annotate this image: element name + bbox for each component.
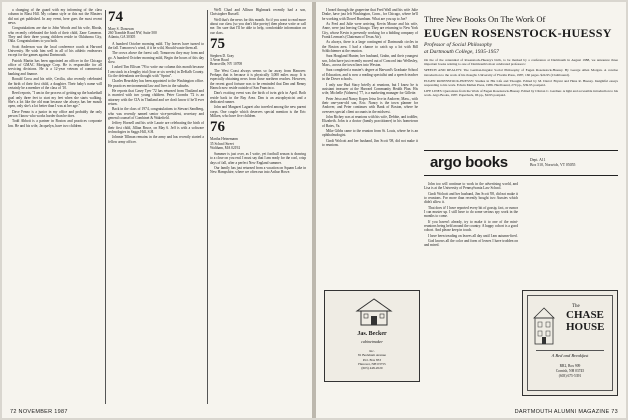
- paragraph: Jeffrey Hornell and his wife Laurie are celebrating the birth of their first child, Jillian Bruce, on May 6. Jeff is with a software technologies in Saggs Hill, S.H.: [108, 121, 204, 135]
- paragraph: John Richey was at reunions with his wife, Debbie, and toddler, Elizabeth. John is a doctor (family practitioner) in his hometown of Bates, Va.: [322, 114, 418, 128]
- column-rule: [207, 10, 208, 404]
- paragraph: Back in the class of 1974, congratulations to Stewart Sandberg, who was recently named senior vice-president, secretary and general counsel of Combinet & Wakefield.: [108, 107, 204, 121]
- paragraph: John and Margaret Lagaret also traveled among the new parent corps. One couple which deserves special mention is the Eric Milken, who have five children.: [210, 105, 306, 119]
- paragraph: Patrick Martin has been appointed an officer in the Chicago office of GMAC Mortgage Corp. He is responsible for all servicing divisions. He is a 12-year veteran of commercial banking and finance.: [8, 58, 102, 76]
- paragraph: Cindi Wolcott and her husband, Jim Scott '08, did not make it to reunions. For more than recently bought two Aussies which didn't allow it.: [424, 191, 518, 205]
- ad-subtitle: Professor of Social Philosophy: [424, 42, 493, 48]
- paragraph: Sara completed a master's degree at Harvard's Graduate School of Education, and is now a reading specialist and a speech teacher in the Dover schools.: [322, 68, 418, 82]
- class-notes-column-3: [210, 8, 306, 408]
- paragraph: Peter Jetso and Nancy Kopes Jetso live in Andover, Mass., with their one-year-old son, Eric. Nancy is the town planner for Andover, and Peter continues with Bank of Boston, where he oversees special client accounts in the midwest.: [322, 96, 418, 114]
- ad-body: [424, 58, 618, 98]
- paragraph: The crows above the forest call; Tomorrow they may form and go. A hundred October morning mild, Begin the hours of this day slow.: [108, 51, 204, 64]
- publisher-block: [424, 150, 618, 176]
- page-folio: DARTMOUTH ALUMNI MAGAZINE 73: [514, 409, 618, 415]
- class-notes-column-1: [8, 8, 102, 408]
- ad-title-the: The: [572, 304, 580, 309]
- paragraph: Ronald Cross and his wife, Cecilia, also recently celebrated the birth of their first child, a daughter. Their baby's name will certainly be a member of the class of '10.: [8, 77, 102, 90]
- paragraph: A hundred October morning mild. Thy leaves have turned to the fall. Tomorrow's wind, if it be wild, Should waste them all.: [108, 41, 204, 50]
- class-year-heading: 74: [108, 9, 123, 25]
- paragraph: We'll Chad and Allison Highmark recently had a son, Christopher Russell.: [210, 8, 306, 17]
- paragraph: Summer is just over, as I write, yet football season is drawing to a close on you end. I must say that I am ready for the cool, crisp days of fall, after a perfect New England summer.: [210, 152, 306, 165]
- paragraph: Mike Gibbs came to the reunion from St. Louis, where he is an ophthalmologist.: [322, 128, 418, 138]
- paragraph: Cindi Wolcott and her husband, Jim Scott '08, did not make it to reunions.: [322, 138, 418, 147]
- ad-business-name: Jas. Becker: [357, 331, 387, 337]
- class-notes-column-5: [424, 182, 518, 392]
- class-secretary-address: Stephen D. Gray 3 Avon Road Bronxville, NY 10708: [210, 54, 243, 67]
- paragraph: On the of the centennial of Rosenstock-Huessy's birth, to be marked by a conference at Dartmouth in August 1988, we announce three important books relating to one of Dartmouth's most celebrated professors:: [424, 58, 618, 67]
- paragraph: Well that's the news for this month. So if you want to read more about our class (so you don't like poetry) then please write or call me. I'm sure that I'll be able to help, comfortable information on our class.: [210, 17, 306, 35]
- argo-books-logo: argo books: [430, 154, 508, 171]
- paragraph: John too will continue to work in the advertising world, and Lisa is at the University of Pennsylvania Law School.: [424, 182, 518, 191]
- right-page: [316, 2, 626, 418]
- ad-author-name: EUGEN ROSENSTOCK-HUESSY: [424, 26, 612, 40]
- ad-frame: [527, 295, 613, 391]
- class-notes-column-2: [108, 8, 204, 408]
- left-page: [2, 2, 312, 418]
- paragraph: That does it! I have reported every bit of gossip, fact, or rumor I can muster up. I still have to do some serious spy work in the months to come.: [424, 205, 518, 219]
- ad-address: RR2, Box 909 Cornish, NH 03745 (603) 675-5391: [555, 364, 585, 378]
- paragraph: I heard through the grapevine that Fred Wall and his wife Julie Drake, have just left Washington, Conn., for Chicago, where he'll be working with Dowel Burnham. What are you up to Joe?: [322, 8, 418, 21]
- ad-tagline: A Bed and Breakfast: [536, 350, 604, 358]
- paragraph: LIFE LINES: Quotations from the Work of Eugen Rosenstock-Huessy. Edited by Clinton C. Gardner. A light and accessible introduction to his work. Argo Books, 1987. Paperback, 96 pp., $9.95 postpaid.: [424, 89, 618, 98]
- ad-subtitle: at Dartmouth College, 1935-1957: [424, 48, 499, 55]
- paragraph: Todd Abbott is a partner in Boston and practices corporate law. He and his wife, Jacquelyn, have two children.: [8, 119, 102, 128]
- ad-tagline: cabinetmaker: [361, 339, 383, 344]
- paragraph: Scott Anderson was the local conference coach at Harvard University. He wish him well in all of his athletic endeavors except for the games against Dartmouth.: [8, 44, 102, 58]
- publisher-address: Dept. A11 Box 510, Norwich, VT 05055: [530, 158, 576, 167]
- paragraph: The West Coast always seems so far away from Hanover. Perhaps that is because it is physically 3,000 miles away. It is especially obtaining news from those northern reaches. However, the recent good fortune was to be reminded that Dan and Renny Hansch now reside outside of San Francisco.: [210, 68, 306, 91]
- paragraph: If you haven't already, try to make it to one of the mini-reunions being held around the country. A happy cohort is a good cohort. And please keep in touch.: [424, 219, 518, 233]
- ad-headline: Three New Books On The Work Of: [424, 14, 546, 24]
- paragraph: I asked Tim Ellison '78 to write our column this month because I am stuck in a lengthy trial (four or six weeks) in DeKalb County. Go the defendants are thought with "Sprint".: [108, 65, 204, 79]
- paragraph: He reports that Casey Tyer '72 has returned from Thailand and is married with two young children. Peter Coombs '72 is an attorney with the CIA in Thailand and we don't know if he'll ever return.: [108, 89, 204, 107]
- chase-house-ad: [522, 290, 618, 396]
- house-illustration-icon: [355, 297, 393, 327]
- paragraph: As Fred and Julie were arriving, Kevin Mouse and his wife, Anne, were just leaving Chicago. They are returning to New York City, whose Kevin is presently working for a bidding company of Frank Lerman's (Chairman of Texas Air).: [322, 22, 418, 40]
- column-rule: [105, 10, 106, 404]
- class-secretary-address: Martha Heinemann 35 School Street Waltham, MA 02192: [210, 137, 241, 150]
- paragraph: Sara Hoagland Hunter, her husband, Grahn, and their youngest son, John have just recently moved out of Concord into Wellesley, Mass., across the town lines into Weston.: [322, 54, 418, 68]
- class-year-heading: 75: [210, 36, 225, 53]
- paragraph: As always, there is a large contingent of Dartmouth circles in the Boston area. I had a chance to catch up a lot with Bill Schlichtemer at the reunion.: [322, 40, 418, 54]
- paragraph: EUGEN ROSENSTOCK-HUESSY: Studies in His Life and Thought. Edited by M. Darrol Bryant and Hans R. Huessy. Insightful essays responding to his work. Edwin Mellen Press, 1986. Hardbound, 270 pp., $39.95 postpaid.: [424, 78, 618, 88]
- ad-title-chase: CHASE: [566, 309, 604, 321]
- ad-title-house: HOUSE: [566, 321, 605, 333]
- book-advertisement: [424, 14, 618, 100]
- paragraph: Our family has just returned from a vacation on Squam Lake in New Hampshire, where we often run into Arthur Howe.: [210, 166, 306, 175]
- paragraph: Charles Beardsley has been appointed to the Washington office. He practices environmental law and lives in the suburbs.: [108, 79, 204, 88]
- paragraph: Reed reports, "I am in the process of getting up the basketball goal only three feet to start my feet when she starts walking. She's a lot like the old man because she always has her mouth open, only she's a lot better than I was at her age.": [8, 91, 102, 109]
- class-notes-column-4: [322, 8, 418, 288]
- paragraph: Dan's exciting event was the birth of twin girls in April. Both reside back in the Bay Area. Dan is an astrophysicist and a dedicated runner.: [210, 91, 306, 105]
- paragraph: I have been treading on leaves all day until I am autumn-fired.: [428, 233, 518, 238]
- paragraph: I only saw Bud Stacy briefly at reunions, but I know he is assistant treasurer at the Harvard Community Health Plan. His wife, Michelle (Vahness) '77, is a marketing manager for Gillette.: [322, 82, 418, 96]
- paragraph: God knows all the color and form of leaves I have trodden on and mired.: [424, 239, 518, 248]
- class-secretary-address: Mary S. Donovan 260 Tramble Road NW, Suite 500 Atlanta, GA 30305: [108, 27, 157, 40]
- paragraph: SPEECH AND REALITY. The German-linguist Social Philosophy of Eugen Rosenstock-Huessy. By George Allen Morgan. A concise introduction to the work of his thought. University of Florida Press, 1987, 160 pages. $24.95 (Clothbound).: [424, 68, 618, 77]
- becker-cabinetmaker-ad: [324, 290, 420, 382]
- page-folio: 72 NOVEMBER 1987: [10, 409, 68, 415]
- paragraph: a changing of the guard with my informing of the class column in Blast Hill. My column style or this not the Blasters did not get published. In any event, here goes the most recent news.: [8, 8, 102, 26]
- paragraph: Johnnie Tillman remains in the army and has recently started a fellow army officer.: [108, 135, 204, 144]
- paragraph: Dave Fenno is a junior in my office and probably the only person I know who works harder than he does.: [8, 109, 102, 118]
- inn-building-icon: [532, 306, 556, 346]
- paragraph: Congratulations are due to John Woods and his wife, Rhoda, who recently celebrated the birth of their child, Zane Cameron. They and their three young children reside in Oklahoma City, Okla. Congratulations to you both.: [8, 26, 102, 44]
- class-year-heading: 76: [210, 119, 225, 136]
- ad-address: Inc. 81 Beckham Avenue P.O. Box 833 Hanover, NH 03755 (603) 448-2020: [358, 349, 386, 371]
